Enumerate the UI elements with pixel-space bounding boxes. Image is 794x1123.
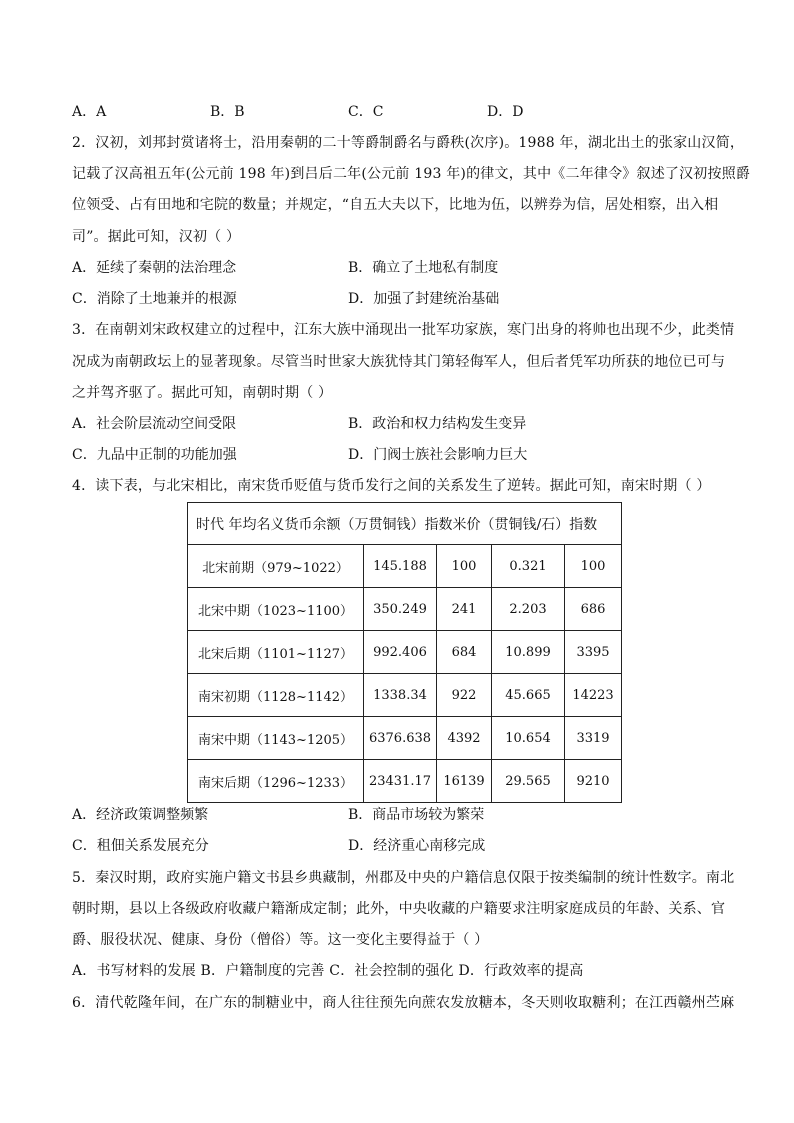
q1-option-c[interactable]: C．C bbox=[348, 104, 384, 120]
table-cell-period: 南宋后期（1296~1233） bbox=[188, 760, 364, 803]
table-cell-money-index: 684 bbox=[437, 631, 492, 674]
q5-stem-line-3: 爵、服役状况、健康、身份（僧俗）等。这一变化主要得益于（ ） bbox=[72, 932, 489, 948]
currency-price-table bbox=[187, 502, 622, 803]
table-cell-money-index: 4392 bbox=[437, 717, 492, 760]
table-cell-rice-price: 2.203 bbox=[492, 588, 565, 631]
table-header: 时代 年均名义货币余额（万贯铜钱）指数米价（贯铜钱/石）指数 bbox=[188, 503, 622, 545]
q3-stem-line-2: 况成为南朝政坛上的显著现象。尽管当时世家大族犹恃其门第轻侮军人，但后者凭军功所获的地位已可与 bbox=[72, 354, 726, 370]
q2-stem-line-1: 2．汉初，刘邦封赏诸将士，沿用秦朝的二十等爵制爵名与爵秩(次序)。1988 年，湖北出土的张家山汉简， bbox=[72, 135, 745, 151]
table-cell-rice-price: 0.321 bbox=[492, 545, 565, 588]
table-cell-price-index: 3395 bbox=[565, 631, 622, 674]
table-cell-money-balance: 145.188 bbox=[364, 545, 437, 588]
table-cell-rice-price: 45.665 bbox=[492, 674, 565, 717]
table-row bbox=[188, 674, 622, 717]
table-cell-price-index: 100 bbox=[565, 545, 622, 588]
q3-stem-line-3: 之并驾齐驱了。据此可知，南朝时期（ ） bbox=[72, 385, 333, 401]
table-cell-money-index: 241 bbox=[437, 588, 492, 631]
q4-option-d[interactable]: D．经济重心南移完成 bbox=[348, 838, 486, 854]
table-row bbox=[188, 631, 622, 674]
table-cell-money-index: 100 bbox=[437, 545, 492, 588]
q3-option-a[interactable]: A．社会阶层流动空间受限 bbox=[72, 416, 237, 432]
table-row bbox=[188, 588, 622, 631]
q2-option-d[interactable]: D．加强了封建统治基础 bbox=[348, 291, 500, 307]
table-row bbox=[188, 545, 622, 588]
q5-stem-line-2: 朝时期，县以上各级政府收藏户籍渐成定制；此外，中央收藏的户籍要求注明家庭成员的年龄、关系、官 bbox=[72, 901, 726, 917]
table-cell-rice-price: 29.565 bbox=[492, 760, 565, 803]
q2-stem-line-2: 记载了汉高祖五年(公元前 198 年)到吕后二年(公元前 193 年)的律文，其中《二年律令》叙述了汉初按照爵 bbox=[72, 166, 751, 182]
q4-option-b[interactable]: B．商品市场较为繁荣 bbox=[348, 807, 485, 823]
table-cell-period: 南宋中期（1143~1205） bbox=[188, 717, 364, 760]
table-cell-price-index: 9210 bbox=[565, 760, 622, 803]
q2-option-c[interactable]: C．消除了土地兼并的根源 bbox=[72, 291, 237, 307]
table-cell-period: 北宋后期（1101~1127） bbox=[188, 631, 364, 674]
q2-option-b[interactable]: B．确立了土地私有制度 bbox=[348, 260, 499, 276]
q6-stem-line-1: 6．清代乾隆年间，在广东的制糖业中，商人往往预先向蔗农发放糖本，冬天则收取糖利；在江西赣州苎麻 bbox=[72, 995, 735, 1011]
table-row bbox=[188, 760, 622, 803]
q3-option-d[interactable]: D．门阀士族社会影响力巨大 bbox=[348, 447, 528, 463]
q1-option-a[interactable]: A．A bbox=[72, 104, 107, 120]
table-cell-money-balance: 6376.638 bbox=[364, 717, 437, 760]
table-cell-money-index: 16139 bbox=[437, 760, 492, 803]
table-cell-period: 南宋初期（1128~1142） bbox=[188, 674, 364, 717]
table-row bbox=[188, 717, 622, 760]
q4-stem-line-1: 4．读下表，与北宋相比，南宋货币贬值与货币发行之间的关系发生了逆转。据此可知，南宋时期（ ） bbox=[72, 478, 711, 494]
q2-stem-line-3: 位领受、占有田地和宅院的数量；并规定，“自五大夫以下，比地为伍，以辨券为信，居处相察，出入相 bbox=[72, 197, 719, 213]
table-cell-money-balance: 23431.17 bbox=[364, 760, 437, 803]
q3-option-c[interactable]: C．九品中正制的功能加强 bbox=[72, 447, 237, 463]
table-cell-price-index: 686 bbox=[565, 588, 622, 631]
table-cell-rice-price: 10.899 bbox=[492, 631, 565, 674]
q1-option-b[interactable]: B．B bbox=[210, 104, 245, 120]
table-cell-price-index: 3319 bbox=[565, 717, 622, 760]
table-cell-period: 北宋前期（979~1022） bbox=[188, 545, 364, 588]
table-cell-money-balance: 1338.34 bbox=[364, 674, 437, 717]
q3-stem-line-1: 3．在南朝刘宋政权建立的过程中，江东大族中涌现出一批军功家族，寒门出身的将帅也出现不少，此类情 bbox=[72, 322, 735, 338]
table-cell-period: 北宋中期（1023~1100） bbox=[188, 588, 364, 631]
table-cell-money-index: 922 bbox=[437, 674, 492, 717]
q2-stem-line-4: 司”。据此可知，汉初（ ） bbox=[72, 229, 241, 245]
q2-option-a[interactable]: A．延续了秦朝的法治理念 bbox=[72, 260, 237, 276]
table-cell-money-balance: 350.249 bbox=[364, 588, 437, 631]
q5-stem-line-1: 5．秦汉时期，政府实施户籍文书县乡典藏制，州郡及中央的户籍信息仅限于按类编制的统计性数字。南北 bbox=[72, 870, 735, 886]
table-cell-price-index: 14223 bbox=[565, 674, 622, 717]
q4-option-c[interactable]: C．租佃关系发展充分 bbox=[72, 838, 209, 854]
q4-option-a[interactable]: A．经济政策调整频繁 bbox=[72, 807, 209, 823]
q5-options-line[interactable]: A．书写材料的发展 B．户籍制度的完善 C．社会控制的强化 D．行政效率的提高 bbox=[72, 963, 584, 979]
q1-option-d[interactable]: D．D bbox=[487, 104, 524, 120]
table-cell-money-balance: 992.406 bbox=[364, 631, 437, 674]
q3-option-b[interactable]: B．政治和权力结构发生变异 bbox=[348, 416, 527, 432]
table-cell-rice-price: 10.654 bbox=[492, 717, 565, 760]
table-header-row bbox=[188, 503, 622, 545]
